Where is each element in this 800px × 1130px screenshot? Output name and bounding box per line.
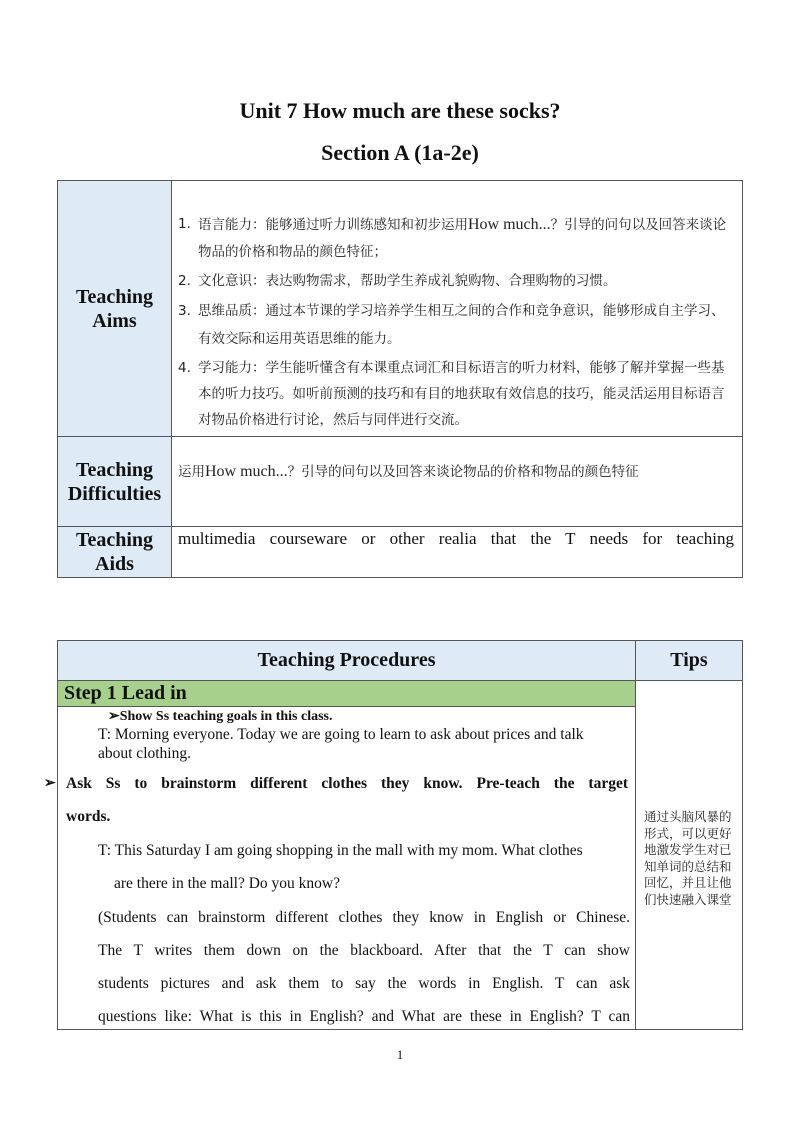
bullet-text: Show Ss teaching goals in this class. (119, 709, 333, 724)
difficulties-text: 运用 (178, 464, 205, 480)
aim-text: 学习能力：学生能听懂含有本课重点词汇和目标语言的听力材料，能够了解并掌握一些基本的听力技巧。如听前预测的技巧和有目的地获取有效信息的技巧，能灵活运用目标语言对物品价格进行讨论，然后与同伴进行交流。 (198, 360, 725, 428)
aim-item-2 (178, 268, 734, 295)
tips-header: Tips (636, 641, 743, 681)
aim-number: 1. (178, 216, 191, 232)
teaching-difficulties-label (58, 437, 172, 527)
instruction-line: The T writes them down on the blackboard. After that the T can show (98, 942, 630, 959)
teaching-aids-label (58, 527, 172, 578)
aim-text: 文化意识：表达购物需求，帮助学生养成礼貌购物、合理购物的习惯。 (198, 273, 617, 289)
teaching-aids-text: multimedia courseware or other realia that the T needs for teaching (178, 529, 734, 548)
dialogue-line: are there in the mall? Do you know? (114, 875, 340, 892)
teaching-aids-content (172, 527, 743, 578)
arrow-bullet-icon: ➢ (44, 776, 56, 791)
procedures-header: Teaching Procedures (58, 641, 636, 681)
dialogue-line: about clothing. (98, 745, 191, 762)
difficulties-text-en: How much... (205, 463, 288, 480)
document-title: Unit 7 How much are these socks? (239, 98, 561, 123)
aim-number: 2. (178, 273, 191, 289)
instruction-line: students pictures and ask them to say the words in English. T can ask (98, 975, 630, 992)
teaching-difficulties-content (172, 437, 743, 527)
section-title: Section A (1a-2e) (321, 140, 479, 165)
teaching-info-table (57, 180, 743, 578)
difficulties-text: ？引导的问句以及回答来谈论物品的价格和物品的颜色特征 (287, 464, 639, 480)
bullet-item (108, 708, 333, 725)
teaching-aims-content (172, 181, 743, 437)
aim-item-3 (178, 297, 734, 353)
bullet-item (44, 775, 628, 793)
teaching-aids-label-text: Teaching Aids (75, 529, 154, 575)
tips-content (636, 681, 743, 1030)
dialogue-line: T: This Saturday I am going shopping in the mall with my mom. What clothes (98, 842, 583, 859)
aim-number: 4. (178, 360, 191, 376)
aim-item-4 (178, 355, 734, 433)
page-number: 1 (396, 1047, 404, 1062)
teaching-procedures-table (44, 640, 743, 1030)
aim-text-en: How much... (468, 216, 551, 233)
teaching-difficulties-label-text: Teaching Difficulties (67, 458, 162, 505)
dialogue-line: T: Morning everyone. Today we are going to learn to ask about prices and talk (98, 726, 584, 743)
tips-text: 通过头脑风暴的形式，可以更好地激发学生对已知单词的总结和回忆，并且让他们快速融入课堂 (644, 809, 732, 907)
bullet-text: Ask Ss to brainstorm different clothes they know. Pre-teach the target (66, 775, 628, 792)
arrow-bullet-icon: ➢ (108, 709, 120, 724)
step1-header: Step 1 Lead in (58, 681, 636, 707)
aim-item-1 (178, 211, 734, 266)
aim-text: 思维品质：通过本节课的学习培养学生相互之间的合作和竞争意识，能够形成自主学习、有效交际和运用英语思维的能力。 (198, 303, 725, 347)
teaching-aims-label-text: Teaching Aims (75, 285, 154, 332)
aim-text: 语言能力：能够通过听力训练感知和初步运用 (198, 217, 468, 233)
aim-number: 3. (178, 303, 191, 319)
instruction-line: questions like: What is this in English? and What are these in English? T can (98, 1008, 630, 1025)
bullet-text-continued: words. (66, 808, 111, 825)
instruction-line: (Students can brainstorm different clothes they know in English or Chinese. (98, 909, 630, 926)
teaching-aims-label (58, 181, 172, 437)
aim-text: ？引导的问句以及回答来谈论物品的价格和物品的颜色特征； (198, 217, 727, 260)
step1-content (44, 707, 636, 1030)
